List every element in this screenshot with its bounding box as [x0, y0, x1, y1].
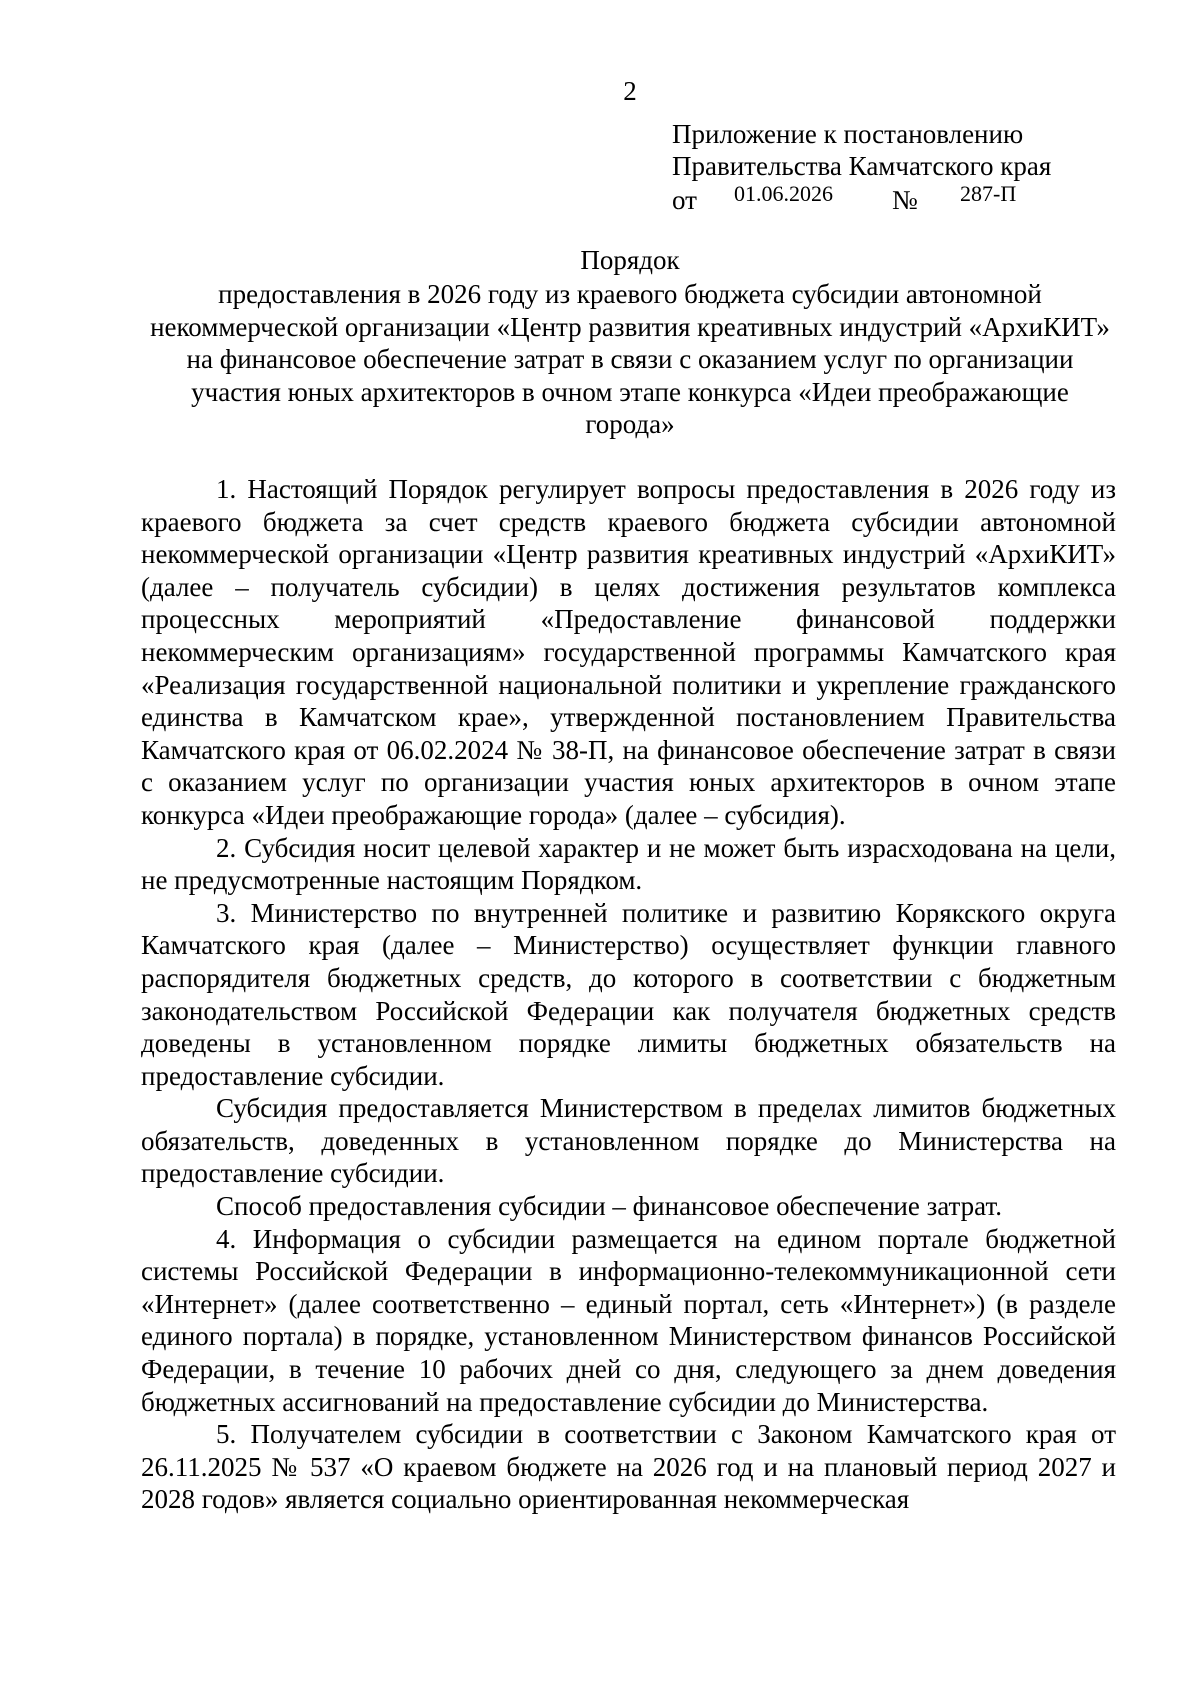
resolution-date: 01.06.2026 [734, 181, 833, 206]
paragraph-1: 1. Настоящий Порядок регулирует вопросы предоставления в 2026 году из краевого бюджета за счет средств краевого бюджета субсидии автономной некоммерческой организации «Центр развития креативных индустрий «АрхиКИТ» (далее – получатель субсидии) в целях достижения результатов комплекса процессных мероприятий «Предоставление финансовой поддержки некоммерческим организациям» государственной программы Камчатского края «Реализация государственной национальной политики и укрепление гражданского единства в Камчатском крае», утвержденной постановлением Правительства Камчатского края от 06.02.2024 № 38-П, на финансовое обеспечение затрат в связи с оказанием услуг по организации участия юных архитекторов в очном этапе конкурса «Идеи преображающие города» (далее – субсидия). [141, 474, 1116, 830]
appendix-line-2: Правительства Камчатского края [672, 151, 1052, 181]
document-body [141, 473, 1116, 1516]
paragraph-5: 5. Получателем субсидии в соответствии с Законом Камчатского края от 26.11.2025 № 537 «О краевом бюджете на 2026 год и на плановый период 2027 и 2028 годов» является социально ориентированная некоммерческая [141, 1419, 1116, 1515]
appendix-meta [672, 182, 1092, 216]
paragraph-3: 3. Министерство по внутренней политике и развитию Корякского округа Камчатского края (далее – Министерство) осуществляет функции главного распорядителя бюджетных средств, до которого в соответствии с бюджетным законодательством Российской Федерации как получателя бюджетных средств доведены в установленном порядке лимиты бюджетных обязательств на предоставление субсидии. [141, 897, 1116, 1091]
number-sign: № [892, 185, 918, 215]
document-subtitle: предоставления в 2026 году из краевого бюджета субсидии автономной некоммерческой организации «Центр развития креативных индустрий «АрхиКИТ» на финансовое обеспечение затрат в связи с оказанием услуг по организации участия юных архитекторов в очном этапе конкурса «Идеи преображающие города» [150, 279, 1110, 439]
resolution-number: 287-П [960, 181, 1017, 206]
appendix-line-1: Приложение к постановлению [672, 119, 1024, 149]
page-number: 2 [623, 76, 637, 106]
document-title: Порядок [580, 245, 680, 275]
paragraph-3-subsidy-limits: Субсидия предоставляется Министерством в пределах лимитов бюджетных обязательств, доведенных в установленном порядке до Министерства на предоставление субсидии. [141, 1093, 1116, 1189]
paragraph-4: 4. Информация о субсидии размещается на едином портале бюджетной системы Российской Федерации в информационно-телекоммуникационной сети «Интернет» (далее соответственно – единый портал, сеть «Интернет») (в разделе единого портала) в порядке, установленном Министерством финансов Российской Федерации, в течение 10 рабочих дней со дня, следующего за днем доведения бюджетных ассигнований на предоставление субсидии до Министерства. [141, 1223, 1116, 1417]
from-label: от [672, 185, 697, 215]
paragraph-3-method: Способ предоставления субсидии – финансовое обеспечение затрат. [216, 1191, 1002, 1222]
appendix-header [672, 118, 1092, 216]
paragraph-2: 2. Субсидия носит целевой характер и не может быть израсходована на цели, не предусмотренные настоящим Порядком. [141, 832, 1116, 896]
